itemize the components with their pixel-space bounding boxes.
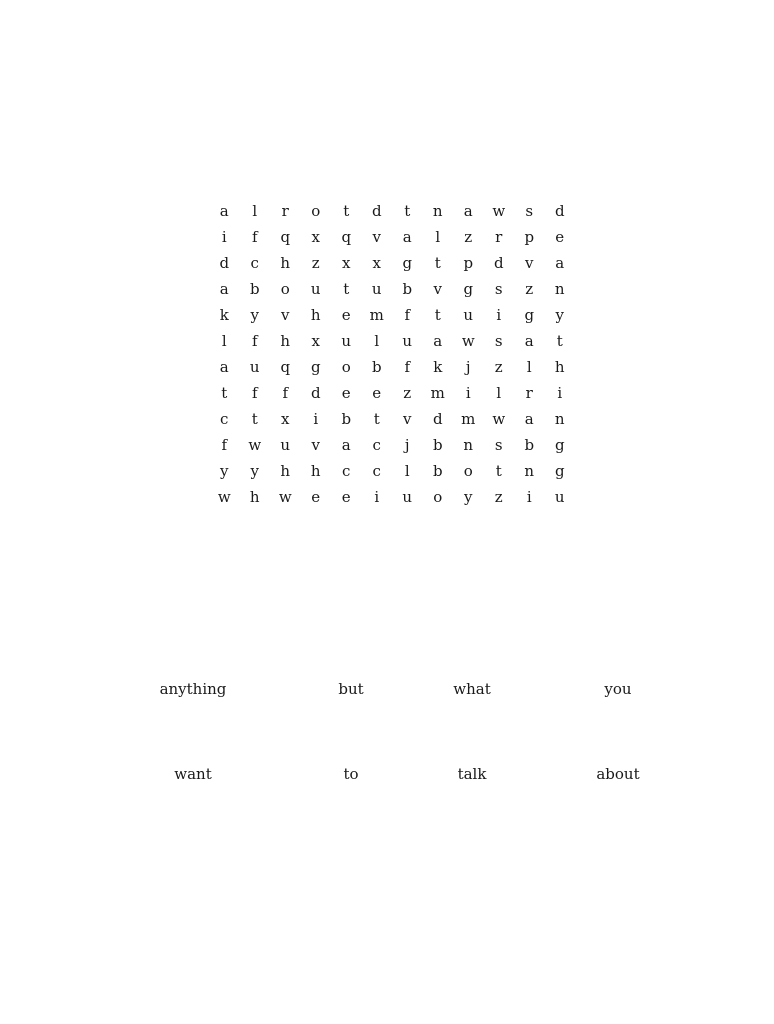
grid-cell[interactable]: b [402, 280, 413, 298]
grid-cell[interactable]: r [525, 384, 533, 402]
grid-cell[interactable]: h [280, 462, 291, 480]
grid-cell[interactable]: d [432, 410, 443, 428]
grid-cell[interactable]: w [278, 488, 292, 506]
grid-cell[interactable]: m [369, 306, 384, 324]
grid-cell[interactable]: l [496, 384, 502, 402]
grid-cell[interactable]: t [404, 202, 411, 220]
grid-cell[interactable]: l [435, 228, 441, 246]
grid-cell[interactable]: w [217, 488, 231, 506]
grid-cell[interactable]: b [432, 462, 443, 480]
grid-cell[interactable]: b [524, 436, 535, 454]
grid-cell[interactable]: t [343, 280, 350, 298]
grid-cell[interactable]: l [404, 462, 410, 480]
grid-cell[interactable]: d [310, 384, 321, 402]
grid-cell[interactable]: u [554, 488, 565, 506]
grid-cell[interactable]: b [432, 436, 443, 454]
grid-cell[interactable]: d [493, 254, 504, 272]
grid-cell[interactable]: u [310, 280, 321, 298]
grid-cell[interactable]: z [525, 280, 534, 298]
grid-cell[interactable]: y [464, 488, 473, 506]
grid-cell[interactable]: l [221, 332, 227, 350]
word-to: to [343, 765, 359, 783]
grid-cell[interactable]: z [494, 488, 503, 506]
grid-cell[interactable]: t [434, 306, 441, 324]
grid-cell[interactable]: w [492, 410, 506, 428]
grid-cell[interactable]: v [525, 254, 534, 272]
grid-cell[interactable]: p [524, 228, 535, 246]
grid-cell[interactable]: q [341, 228, 352, 246]
grid-cell[interactable]: r [495, 228, 503, 246]
grid-cell[interactable]: y [250, 306, 259, 324]
grid-cell[interactable]: f [251, 384, 258, 402]
grid-cell[interactable]: f [251, 332, 258, 350]
grid-cell[interactable]: o [311, 202, 321, 220]
word-talk: talk [457, 765, 487, 783]
grid-cell[interactable]: o [341, 358, 351, 376]
grid-cell[interactable]: n [524, 462, 535, 480]
grid-cell[interactable]: m [430, 384, 445, 402]
grid-cell[interactable]: b [371, 358, 382, 376]
letter-grid [209, 198, 575, 510]
grid-cell[interactable]: z [494, 358, 503, 376]
grid-cell[interactable]: l [374, 332, 380, 350]
grid-cell[interactable]: i [221, 228, 227, 246]
grid-cell[interactable]: v [311, 436, 320, 454]
word-you: you [604, 680, 632, 698]
grid-cell[interactable]: a [555, 254, 565, 272]
grid-cell[interactable]: l [252, 202, 258, 220]
grid-cell[interactable]: y [555, 306, 564, 324]
grid-cell[interactable]: d [219, 254, 230, 272]
grid-cell[interactable]: a [219, 202, 229, 220]
grid-cell[interactable]: t [556, 332, 563, 350]
grid-cell[interactable]: n [554, 410, 565, 428]
grid-cell[interactable]: w [248, 436, 262, 454]
grid-cell[interactable]: c [220, 410, 229, 428]
grid-cell[interactable]: z [403, 384, 412, 402]
grid-cell[interactable]: v [433, 280, 442, 298]
grid-cell[interactable]: q [280, 228, 291, 246]
grid-cell[interactable]: r [281, 202, 289, 220]
grid-cell[interactable]: o [463, 462, 473, 480]
grid-cell[interactable]: l [526, 358, 532, 376]
grid-cell[interactable]: e [555, 228, 565, 246]
grid-cell[interactable]: x [281, 410, 290, 428]
grid-cell[interactable]: i [465, 384, 471, 402]
grid-cell[interactable]: v [403, 410, 412, 428]
grid-cell[interactable]: t [373, 410, 380, 428]
grid-cell[interactable]: t [434, 254, 441, 272]
grid-cell[interactable]: f [221, 436, 228, 454]
grid-cell[interactable]: i [496, 306, 502, 324]
grid-cell[interactable]: g [554, 462, 565, 480]
grid-cell[interactable]: i [526, 488, 532, 506]
grid-cell[interactable]: o [280, 280, 290, 298]
grid-cell[interactable]: g [554, 436, 565, 454]
grid-cell[interactable]: v [372, 228, 381, 246]
grid-cell[interactable]: g [463, 280, 474, 298]
grid-cell[interactable]: y [250, 462, 259, 480]
word-anything: anything [159, 680, 227, 698]
grid-cell[interactable]: n [554, 280, 565, 298]
grid-cell[interactable]: a [219, 358, 229, 376]
grid-cell[interactable]: j [465, 358, 471, 376]
grid-cell[interactable]: c [342, 462, 351, 480]
grid-cell[interactable]: u [463, 306, 474, 324]
grid-cell[interactable]: b [341, 410, 352, 428]
grid-cell[interactable]: d [371, 202, 382, 220]
grid-cell[interactable]: n [463, 436, 474, 454]
grid-cell[interactable]: t [221, 384, 228, 402]
grid-cell[interactable]: a [524, 410, 534, 428]
grid-cell[interactable]: w [492, 202, 506, 220]
grid-cell[interactable]: f [282, 384, 289, 402]
grid-cell[interactable]: s [494, 332, 503, 350]
grid-cell[interactable]: e [341, 384, 351, 402]
grid-cell[interactable]: f [404, 358, 411, 376]
grid-cell[interactable]: u [402, 332, 413, 350]
grid-cell[interactable]: u [371, 280, 382, 298]
grid-cell[interactable]: d [554, 202, 565, 220]
grid-cell[interactable]: s [525, 202, 534, 220]
grid-cell[interactable]: e [341, 306, 351, 324]
grid-cell[interactable]: f [404, 306, 411, 324]
grid-cell[interactable]: x [372, 254, 381, 272]
grid-cell[interactable]: v [281, 306, 290, 324]
grid-cell[interactable]: q [280, 358, 291, 376]
word-about: about [596, 765, 640, 783]
grid-cell[interactable]: s [494, 436, 503, 454]
grid-cell[interactable]: b [249, 280, 260, 298]
grid-cell[interactable]: z [311, 254, 320, 272]
grid-cell[interactable]: z [464, 228, 473, 246]
grid-cell[interactable]: c [372, 436, 381, 454]
grid-cell[interactable]: a [463, 202, 473, 220]
word-but: but [338, 680, 364, 698]
grid-cell[interactable]: h [310, 306, 321, 324]
grid-cell[interactable]: w [461, 332, 475, 350]
grid-cell[interactable]: j [404, 436, 410, 454]
grid-cell[interactable]: u [341, 332, 352, 350]
grid-cell[interactable]: k [433, 358, 443, 376]
grid-cell[interactable]: y [220, 462, 229, 480]
grid-cell[interactable]: o [433, 488, 443, 506]
grid-cell[interactable]: t [495, 462, 502, 480]
grid-cell[interactable]: k [219, 306, 229, 324]
grid-cell[interactable]: u [249, 358, 260, 376]
grid-cell[interactable]: a [341, 436, 351, 454]
grid-cell[interactable]: a [402, 228, 412, 246]
grid-cell[interactable]: h [280, 332, 291, 350]
grid-cell[interactable]: a [524, 332, 534, 350]
word-want: want [174, 765, 212, 783]
grid-cell[interactable]: g [310, 358, 321, 376]
grid-cell[interactable]: x [311, 332, 320, 350]
grid-cell[interactable]: t [343, 202, 350, 220]
grid-cell[interactable]: u [402, 488, 413, 506]
grid-cell[interactable]: a [433, 332, 443, 350]
grid-cell[interactable]: s [494, 280, 503, 298]
grid-cell[interactable]: i [374, 488, 380, 506]
grid-cell[interactable]: g [524, 306, 535, 324]
grid-cell[interactable]: a [219, 280, 229, 298]
grid-cell[interactable]: c [250, 254, 259, 272]
grid-cell[interactable]: f [251, 228, 258, 246]
word-what: what [453, 680, 491, 698]
grid-cell[interactable]: e [341, 488, 351, 506]
grid-cell[interactable]: g [402, 254, 413, 272]
grid-cell[interactable]: x [311, 228, 320, 246]
grid-cell[interactable]: x [342, 254, 351, 272]
grid-cell[interactable]: u [280, 436, 291, 454]
grid-cell[interactable]: n [432, 202, 443, 220]
grid-cell[interactable]: i [557, 384, 563, 402]
grid-cell[interactable]: m [461, 410, 476, 428]
grid-cell[interactable]: e [372, 384, 382, 402]
grid-cell[interactable]: c [372, 462, 381, 480]
grid-cell[interactable]: i [313, 410, 319, 428]
grid-cell[interactable]: t [251, 410, 258, 428]
grid-cell[interactable]: h [310, 462, 321, 480]
grid-cell[interactable]: e [311, 488, 321, 506]
grid-cell[interactable]: h [280, 254, 291, 272]
grid-cell[interactable]: p [463, 254, 474, 272]
grid-cell[interactable]: h [249, 488, 260, 506]
grid-cell[interactable]: h [554, 358, 565, 376]
